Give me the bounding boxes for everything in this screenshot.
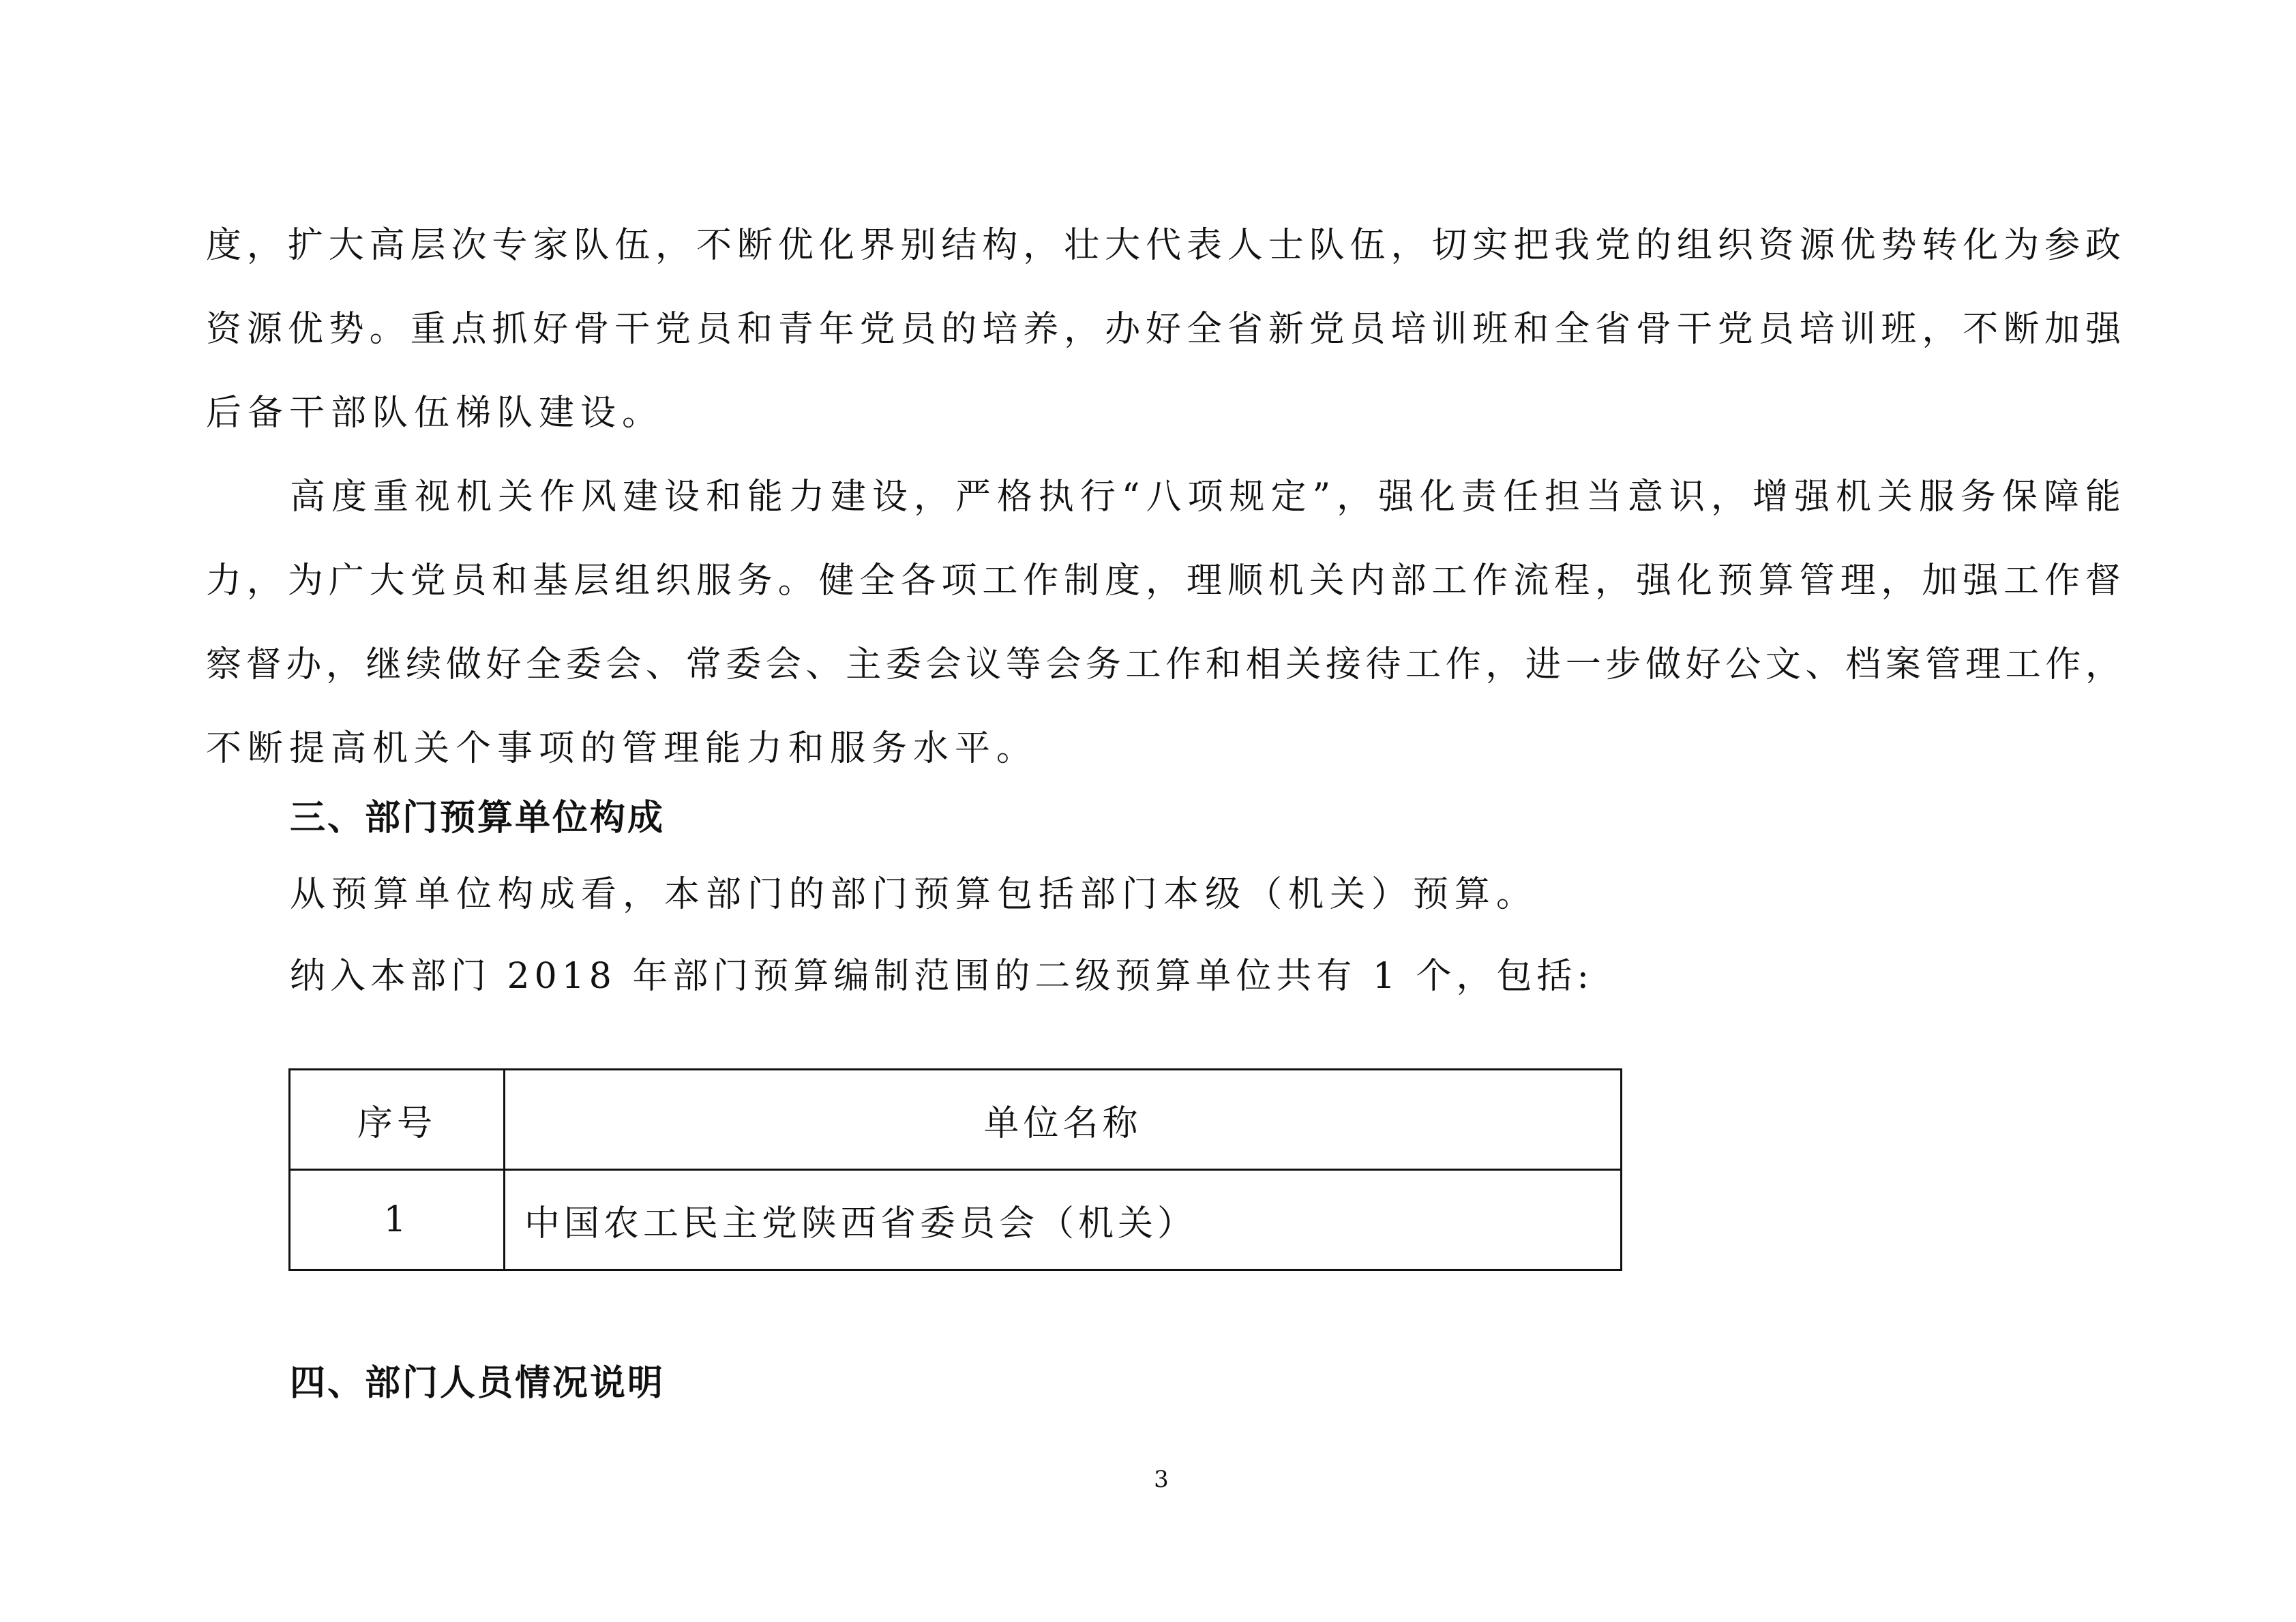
section-3-text-1: 从预算单位构成看，本部门的部门预算包括部门本级（机关）预算。 [290, 874, 1538, 915]
paragraph-1-line-1: 度，扩大高层次专家队伍，不断优化界别结构，壮大代表人士队伍，切实把我党的组织资源优势转化为参政 [206, 225, 2121, 266]
paragraph-2-line-1: 高度重视机关作风建设和能力建设，严格执行“八项规定”，强化责任担当意识，增强机关服务保障能 [290, 477, 2121, 517]
page-number: 3 [1154, 1466, 1169, 1493]
table-row [290, 1170, 1622, 1270]
table-cell-name: 中国农工民主党陕西省委员会（机关） [505, 1170, 1622, 1270]
table-cell-seq: 1 [290, 1170, 505, 1270]
section-3-heading: 三、部门预算单位构成 [290, 798, 666, 839]
table-header-name: 单位名称 [505, 1070, 1622, 1170]
paragraph-1-line-3: 后备干部队伍梯队建设。 [206, 393, 664, 434]
table-header-seq: 序号 [290, 1070, 505, 1170]
paragraph-2-line-2: 力，为广大党员和基层组织服务。健全各项工作制度，理顺机关内部工作流程，强化预算管理，加强工作督 [206, 560, 2121, 601]
paragraph-2-line-4: 不断提高机关个事项的管理能力和服务水平。 [206, 728, 1039, 769]
section-3-text-2: 纳入本部门 2018 年部门预算编制范围的二级预算单位共有 1 个，包括: [290, 956, 1594, 997]
budget-units-table [288, 1068, 1622, 1271]
section-4-heading: 四、部门人员情况说明 [290, 1363, 666, 1404]
table-header-row [290, 1070, 1622, 1170]
paragraph-1-line-2: 资源优势。重点抓好骨干党员和青年党员的培养，办好全省新党员培训班和全省骨干党员培训班，不断加强 [206, 309, 2121, 350]
paragraph-2-line-3: 察督办，继续做好全委会、常委会、主委会议等会务工作和相关接待工作，进一步做好公文、档案管理工作， [206, 644, 2121, 685]
